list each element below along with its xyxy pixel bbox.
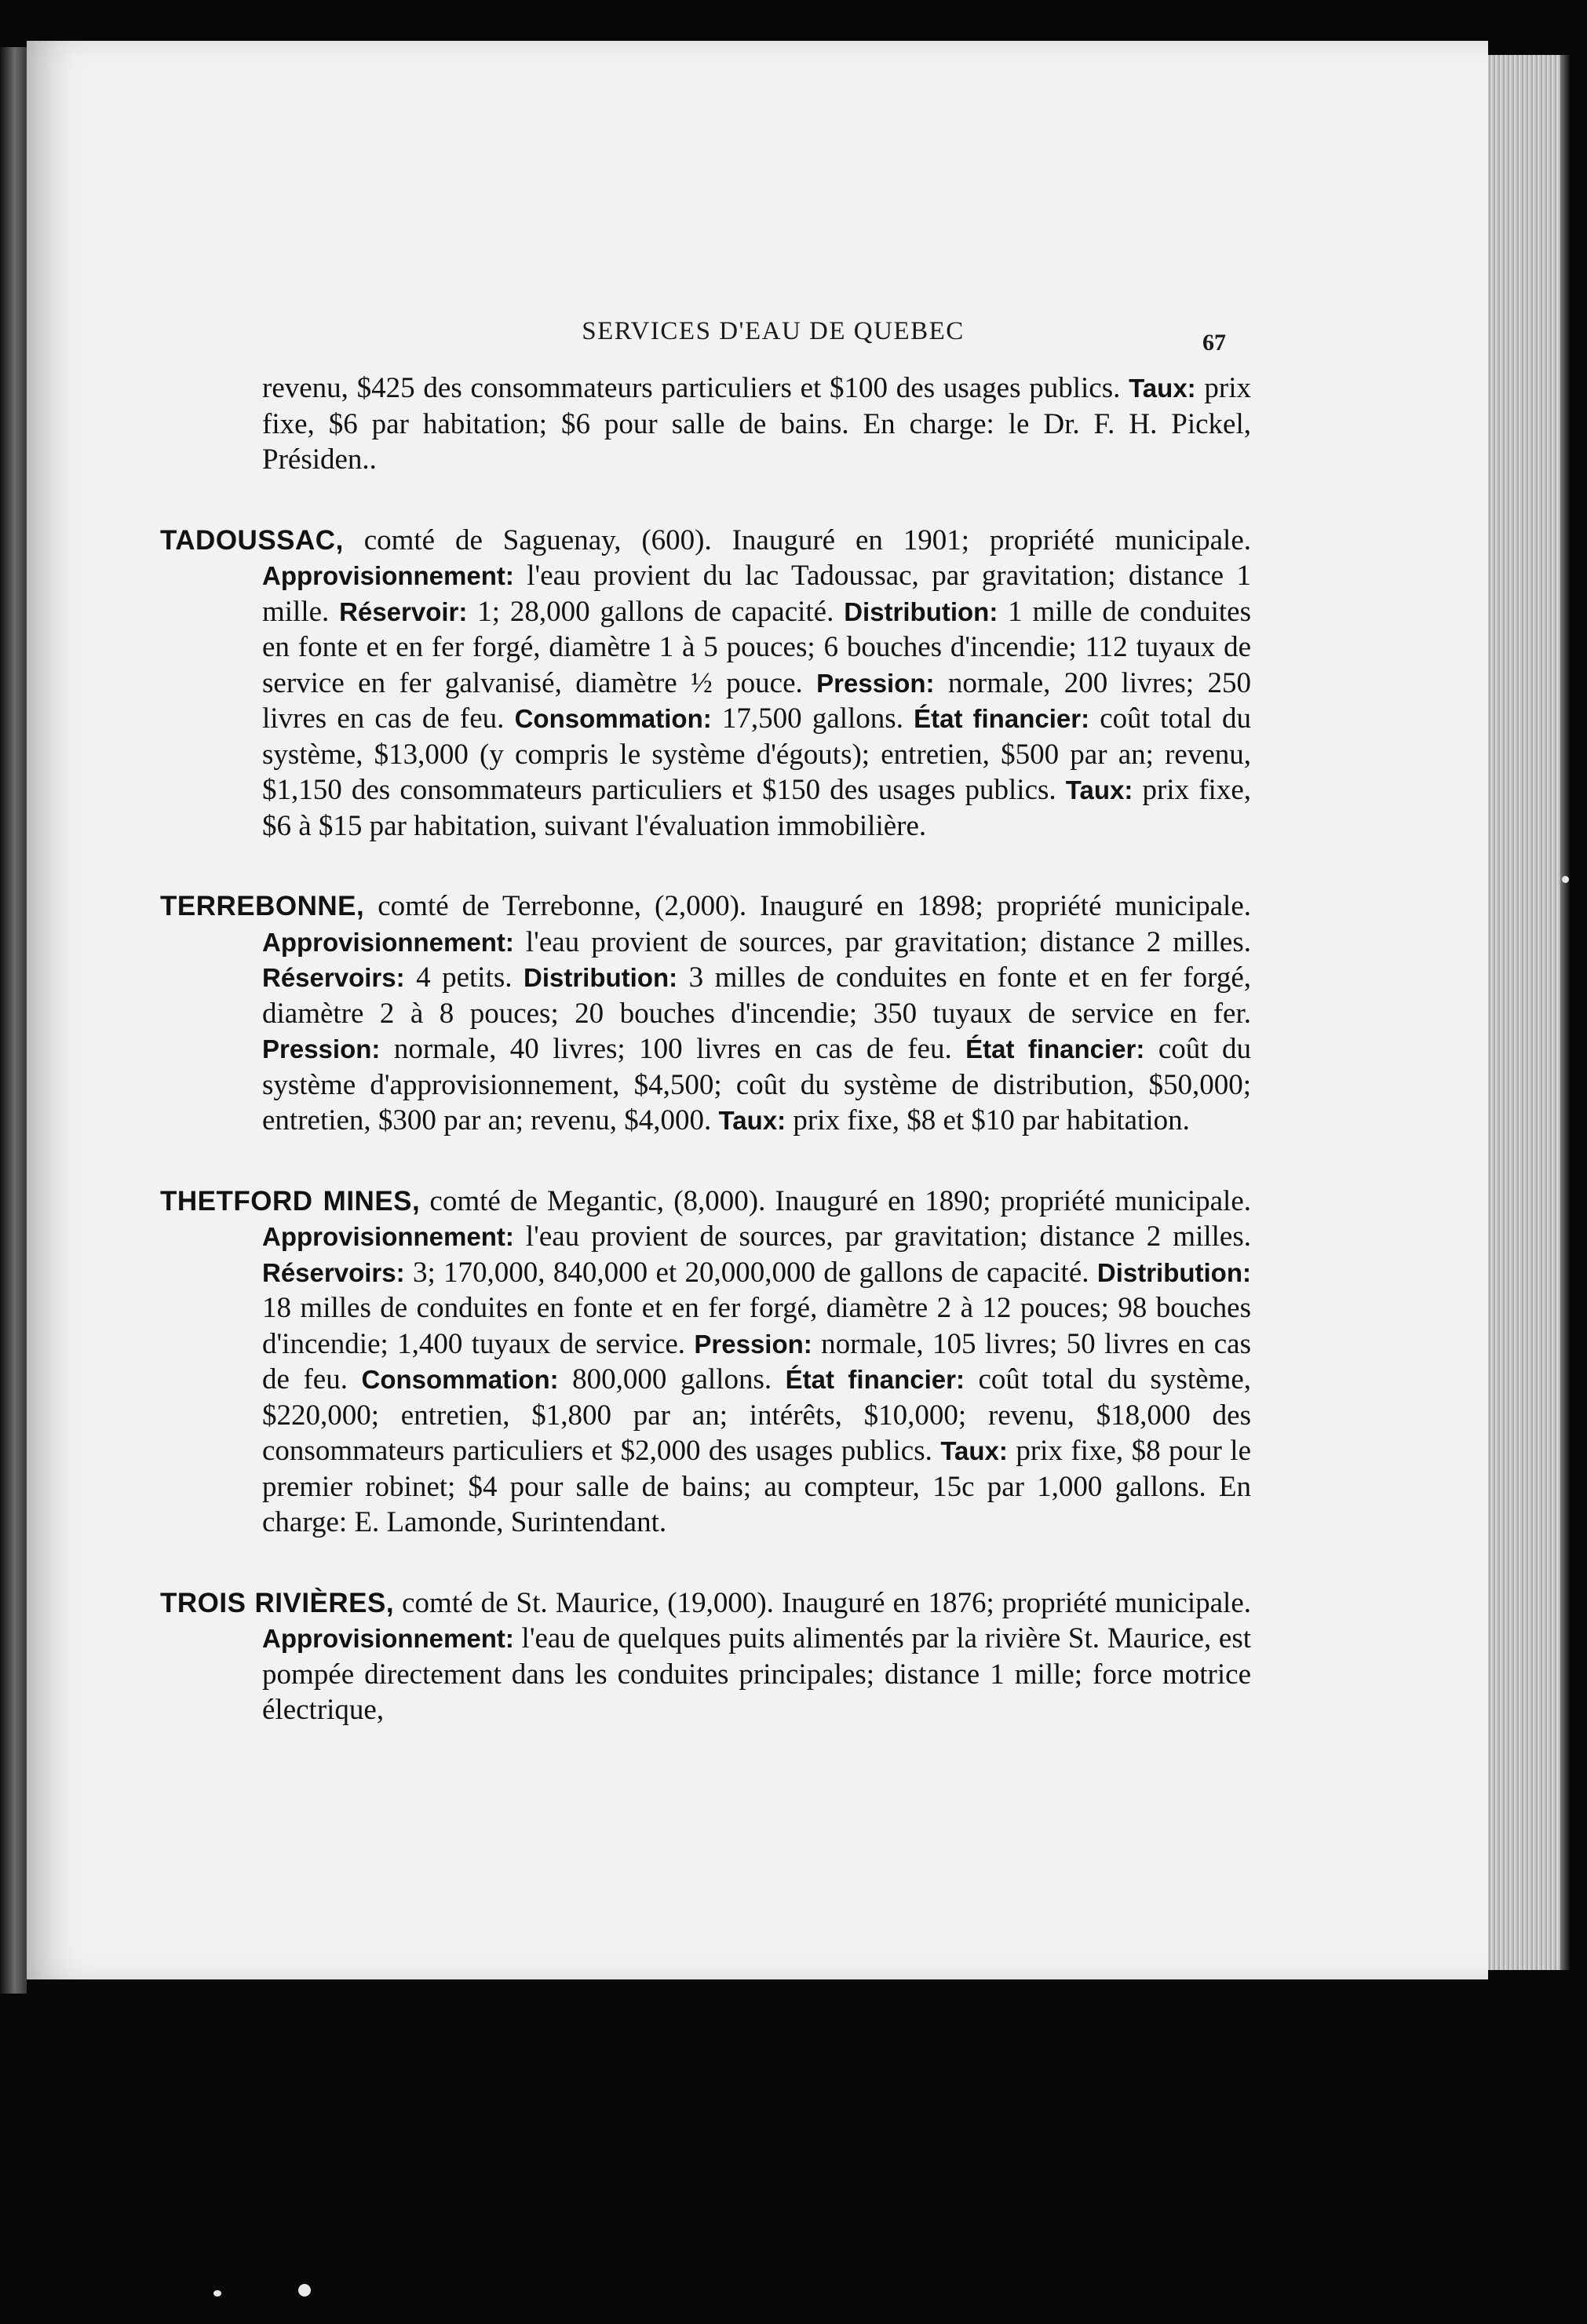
entry-heading: THETFORD MINES, bbox=[160, 1185, 421, 1217]
field-label: Taux: bbox=[718, 1106, 786, 1135]
text-run: l'eau provient du lac Tadoussac, par gravitation; distance 1 mille. bbox=[262, 560, 1251, 628]
text-run: normale, 40 livres; 100 livres en cas de feu. bbox=[380, 1033, 966, 1065]
field-label: Pression: bbox=[694, 1329, 812, 1359]
field-label: Taux: bbox=[1065, 775, 1133, 804]
field-label: Distribution: bbox=[1096, 1257, 1251, 1287]
text-run: comté de Saguenay, (600). Inauguré en 1901; propriété municipale. bbox=[343, 524, 1251, 556]
field-label: Consommation: bbox=[514, 704, 712, 733]
text-run: comté de St. Maurice, (19,000). Inauguré en 1876; propriété municipale. bbox=[394, 1586, 1251, 1619]
entry-heading: TERREBONNE, bbox=[160, 891, 365, 921]
field-label: Pression: bbox=[262, 1034, 381, 1063]
field-label: État financier: bbox=[914, 704, 1090, 733]
text-run: 17,500 gallons. bbox=[711, 702, 914, 735]
text-run: coût du système d'approvisionnement, $4,500; coût du système de distribution, $50,000; entretien, $300 par an; revenu, $4,000. bbox=[262, 1033, 1251, 1136]
field-label: Approvisionnement: bbox=[262, 1624, 514, 1653]
field-label: Réservoirs: bbox=[262, 1257, 405, 1287]
page-edge-shadow bbox=[1560, 55, 1570, 1970]
field-label: Approvisionnement: bbox=[262, 1222, 514, 1251]
text-run: prix fixe, $8 pour le premier robinet; $4 pour salle de bains; au compteur, 15c par 1,000 gallons. En charge: E. Lamonde, Surintendant. bbox=[262, 1435, 1251, 1538]
continuation-paragraph bbox=[160, 370, 1251, 478]
entry-paragraph bbox=[160, 1585, 1251, 1728]
text-run: 1; 28,000 gallons de capacité. bbox=[467, 595, 845, 628]
entry-heading: TADOUSSAC, bbox=[160, 524, 344, 556]
book-spine-edge bbox=[0, 47, 27, 1994]
field-label: État financier: bbox=[785, 1365, 965, 1394]
text-run: l'eau de quelques puits alimentés par la rivière St. Maurice, est pompée directement dans les conduites principales; distance 1 mille; force motrice électrique, bbox=[262, 1622, 1251, 1726]
text-run: 4 petits. bbox=[404, 961, 524, 994]
field-label: Réservoir: bbox=[339, 597, 468, 626]
field-label: Approvisionnement: bbox=[262, 927, 514, 957]
text-run: 3; 170,000, 840,000 et 20,000,000 de gallons de capacité. bbox=[404, 1256, 1097, 1289]
text-run: normale, 200 livres; 250 livres en cas de feu. bbox=[262, 666, 1251, 735]
scan-speck bbox=[213, 2290, 221, 2297]
field-label: Consommation: bbox=[361, 1365, 559, 1394]
text-run: 3 milles de conduites en fonte et en fer forgé, diamètre 2 à 8 pouces; 20 bouches d'incendie; 350 tuyaux de service en fer. bbox=[262, 961, 1251, 1030]
field-label: Taux: bbox=[1129, 374, 1196, 403]
text-run: l'eau provient de sources, par gravitation; distance 2 milles. bbox=[513, 1220, 1251, 1253]
scan-speck bbox=[1562, 876, 1569, 883]
text-run: coût total du système, $13,000 (y compris le système d'égouts); entretien, $500 par an; revenu, $1,150 des consommateurs particuliers et $150 des usages publics. bbox=[262, 702, 1251, 806]
text-run: comté de Megantic, (8,000). Inauguré en 1890; propriété municipale. bbox=[420, 1184, 1252, 1217]
text-run: prix fixe, $8 et $10 par habitation. bbox=[786, 1104, 1190, 1136]
book-page bbox=[27, 41, 1488, 1979]
text-run: normale, 105 livres; 50 livres en cas de feu. bbox=[262, 1327, 1252, 1395]
text-run: prix fixe, $6 à $15 par habitation, suivant l'évaluation immobilière. bbox=[262, 774, 1251, 842]
entry-paragraph bbox=[160, 523, 1251, 845]
text-run: comté de Terrebonne, (2,000). Inauguré en 1898; propriété municipale. bbox=[364, 890, 1251, 922]
text-run: coût total du système, $220,000; entretien, $1,800 par an; intérêts, $10,000; revenu, $18,000 des consommateurs particuliers et $2,000 des usages publics. bbox=[262, 1363, 1252, 1467]
page-edges bbox=[1488, 55, 1560, 1970]
text-run: revenu, $425 des consommateurs particuliers et $100 des usages publics. bbox=[262, 372, 1129, 404]
field-label: Distribution: bbox=[524, 963, 678, 992]
entry-paragraph bbox=[160, 1184, 1251, 1541]
field-label: Approvisionnement: bbox=[262, 561, 514, 590]
text-run: prix fixe, $6 par habitation; $6 pour salle de bains. En charge: le Dr. F. H. Pickel, Présiden.. bbox=[262, 372, 1251, 476]
field-label: Réservoirs: bbox=[262, 963, 405, 992]
field-label: Taux: bbox=[940, 1436, 1008, 1465]
entry-paragraph bbox=[160, 888, 1251, 1139]
text-run: 800,000 gallons. bbox=[558, 1363, 786, 1395]
running-head: SERVICES D'EAU DE QUEBEC bbox=[582, 317, 965, 345]
scan-speck bbox=[298, 2284, 311, 2297]
text-run: 18 milles de conduites en fonte et en fer forgé, diamètre 2 à 12 pouces; 98 bouches d'incendie; 1,400 tuyaux de service. bbox=[262, 1292, 1251, 1360]
entry-heading: TROIS RIVIÈRES, bbox=[160, 1587, 395, 1618]
field-label: Pression: bbox=[816, 668, 935, 698]
text-run: 1 mille de conduites en fonte et en fer forgé, diamètre 1 à 5 pouces; 6 bouches d'incendie; 112 tuyaux de service en fer galvanisé, diamètre ½ pouce. bbox=[262, 595, 1251, 699]
page-body bbox=[160, 370, 1251, 1728]
text-run: l'eau provient de sources, par gravitation; distance 2 milles. bbox=[513, 925, 1251, 958]
field-label: Distribution: bbox=[844, 597, 998, 626]
field-label: État financier: bbox=[965, 1034, 1145, 1063]
page-number: 67 bbox=[1202, 330, 1226, 356]
